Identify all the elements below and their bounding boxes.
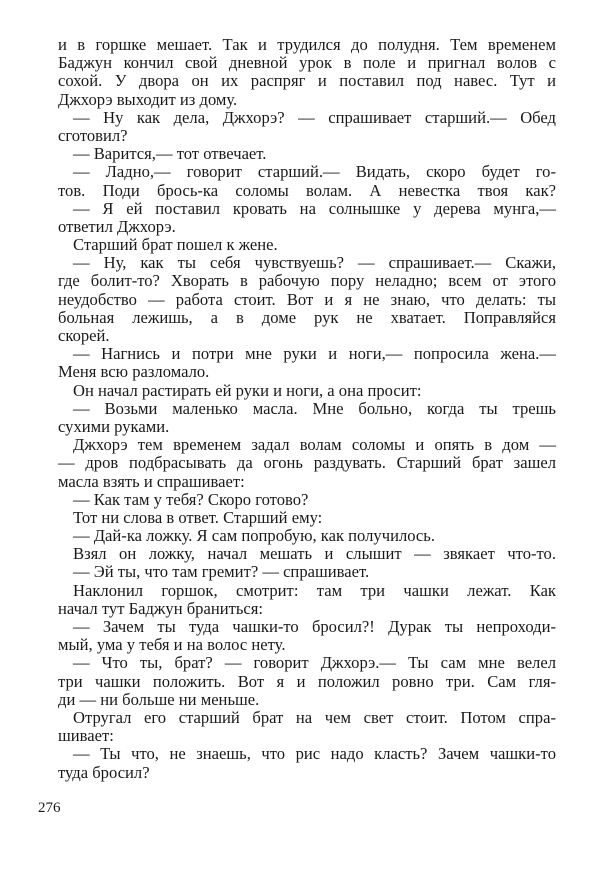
text-line: больная лежишь, а в доме рук не хватает. Поправляйся (58, 307, 556, 327)
text-line: туда бросил? (58, 762, 150, 782)
text-line: — Зачем ты туда чашки-то бросил?! Дурак ты непроходи- (73, 617, 556, 636)
text-line: тов. Поди брось-ка соломы волам. А невестка твоя как? (58, 180, 556, 200)
text-line: шивает: (58, 726, 114, 746)
text-line: сготовил? (58, 125, 128, 145)
text-line: Он начал растирать ей руки и ноги, а она просит: (73, 380, 422, 400)
text-line: — дров подбрасывать да огонь раздувать. Старший брат зашел (58, 453, 556, 473)
text-line: и в горшке мешает. Так и трудился до полудня. Тем временем (58, 35, 556, 54)
text-line: скорей. (58, 326, 110, 345)
text-line: Меня всю разломало. (58, 362, 210, 382)
text-line: мый, ума у тебя и на волос нету. (58, 635, 286, 655)
text-line: — Возьми маленько масла. Мне больно, когда ты трешь (73, 398, 556, 418)
text-line: Старший брат пошел к жене. (73, 235, 278, 255)
text-line: — Ладно,— говорит старший.— Видать, скоро будет го- (73, 162, 556, 182)
text-line: сухими руками. (58, 416, 170, 436)
text-line: начал тут Баджун браниться: (58, 598, 264, 618)
text-line: — Что ты, брат? — говорит Джхорэ.— Ты сам мне велел (73, 653, 556, 673)
text-line: — Эй ты, что там гремит? — спрашивает. (73, 562, 370, 582)
text-line: — Ты что, не знаешь, что рис надо класть? Зачем чашки-то (73, 744, 556, 764)
text-line: Тот ни слова в ответ. Старший ему: (73, 507, 323, 527)
text-line: — Ну как дела, Джхорэ? — спрашивает старший.— Обед (73, 107, 556, 127)
text-line: ди — ни больше ни меньше. (58, 689, 260, 709)
text-line: — Ну, как ты себя чувствуешь? — спрашивает.— Скажи, (73, 253, 556, 273)
text-line: где болит-то? Хворать в рабочую пору неладно; всем от этого (58, 271, 556, 291)
text-line: неудобство — работа стоит. Вот и я не знаю, что делать: ты (58, 289, 556, 309)
page-number: 276 (38, 800, 61, 816)
text-line: Наклонил горшок, смотрит: там три чашки лежат. Как (73, 580, 556, 600)
text-line: три чашки положить. Вот я и положил ровно три. Сам гля- (58, 671, 556, 691)
text-line: — Как там у тебя? Скоро готово? (73, 489, 309, 509)
text-line: — Я ей поставил кровать на солнышке у дерева мунга,— (73, 198, 556, 218)
text-line: Взял он ложку, начал мешать и слышит — звякает что-то. (73, 544, 556, 564)
text-line: — Дай-ка ложку. Я сам попробую, как получилось. (73, 526, 436, 546)
text-line: ответил Джхорэ. (58, 216, 176, 236)
text-line: Джхорэ выходит из дому. (58, 89, 238, 109)
text-line: Отругал его старший брат на чем свет стоит. Потом спра- (73, 707, 556, 727)
text-line: сохой. У двора он их распряг и поставил под навес. Тут и (58, 71, 556, 91)
text-line: Баджун кончил свой дневной урок в поле и пригнал волов с (58, 53, 556, 73)
text-line: масла взять и спрашивает: (58, 471, 245, 491)
text-line: — Варится,— тот отвечает. (73, 144, 267, 164)
book-page-text (58, 36, 556, 782)
text-line: — Нагнись и потри мне руки и ноги,— попросила жена.— (73, 344, 556, 364)
text-line: Джхорэ тем временем задал волам соломы и опять в дом — (73, 435, 556, 455)
